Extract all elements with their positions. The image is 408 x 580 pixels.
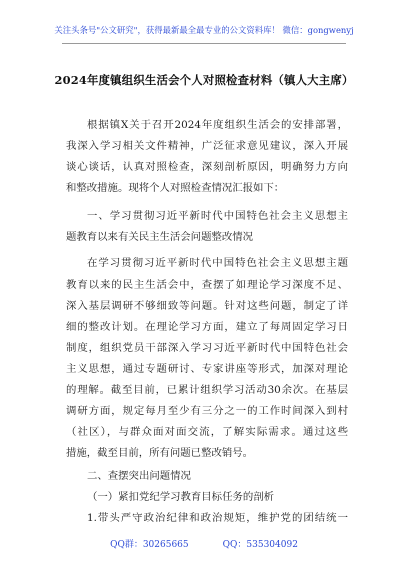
section-heading-line: 一、学习贯彻习近平新时代中国特色社会主义思想主: [87, 210, 348, 222]
paragraph-line: 根据镇X关于召开2024年度组织生活会的安排部署，: [87, 119, 348, 131]
footer-contact: [0, 537, 408, 550]
header-banner: 关注头条号"公文研究"，获得最新最全最专业的公文资料库！ 微信：gongwenyj: [54, 25, 354, 35]
paragraph-line: 细的整改计划。在理论学习方面，建立了每周固定学习日: [66, 321, 348, 333]
paragraph-line: （社区），与群众面对面交流，了解实际需求。通过这些: [66, 426, 348, 438]
header-divider: [62, 43, 346, 44]
paragraph-line: 在学习贯彻习近平新时代中国特色社会主义思想主题: [87, 257, 348, 269]
document-title: 2024年度镇组织生活会个人对照检查材料（镇人大主席）: [54, 73, 354, 87]
paragraph-line: 制度，组织党员干部深入学习习近平新时代中国特色社会: [66, 342, 348, 354]
paragraph-line: 主义思想，通过专题研讨、专家讲座等形式，加深对理论: [66, 363, 348, 375]
paragraph-line: 措施，截至目前，所有问题已整改销号。: [66, 447, 254, 459]
footer-qq-group: QQ群：30265665: [110, 540, 189, 550]
paragraph-line: 教育以来的民主生活会中，查摆了如理论学习深度不足、: [66, 279, 348, 291]
paragraph-line: 和整改措施。现将个人对照检查情况汇报如下：: [66, 182, 285, 194]
paragraph-line: 深入基层调研不够细致等问题。针对这些问题，制定了详: [66, 300, 348, 312]
paragraph-line: 我深入学习相关文件精神，广泛征求意见建议，深入开展: [66, 140, 348, 152]
section-heading-line: 题教育以来有关民主生活会问题整改情况: [66, 231, 254, 243]
paragraph-line: 谈心谈话，认真对照检查，深刻剖析原因，明确努力方向: [66, 161, 348, 173]
paragraph-line: 1.带头严守政治纪律和政治规矩，维护党的团结统一: [87, 512, 348, 524]
subsection-heading-line: （一）紧扣党纪学习教育目标任务的剖析: [87, 491, 275, 503]
section-heading-line: 二、查摆突出问题情况: [87, 470, 191, 482]
paragraph-line: 的理解。截至目前，已累计组织学习活动30余次。在基层: [66, 384, 348, 396]
footer-qq: QQ：535304092: [222, 540, 298, 550]
paragraph-line: 调研方面，规定每月至少有三分之一的工作时间深入到村: [66, 405, 348, 417]
